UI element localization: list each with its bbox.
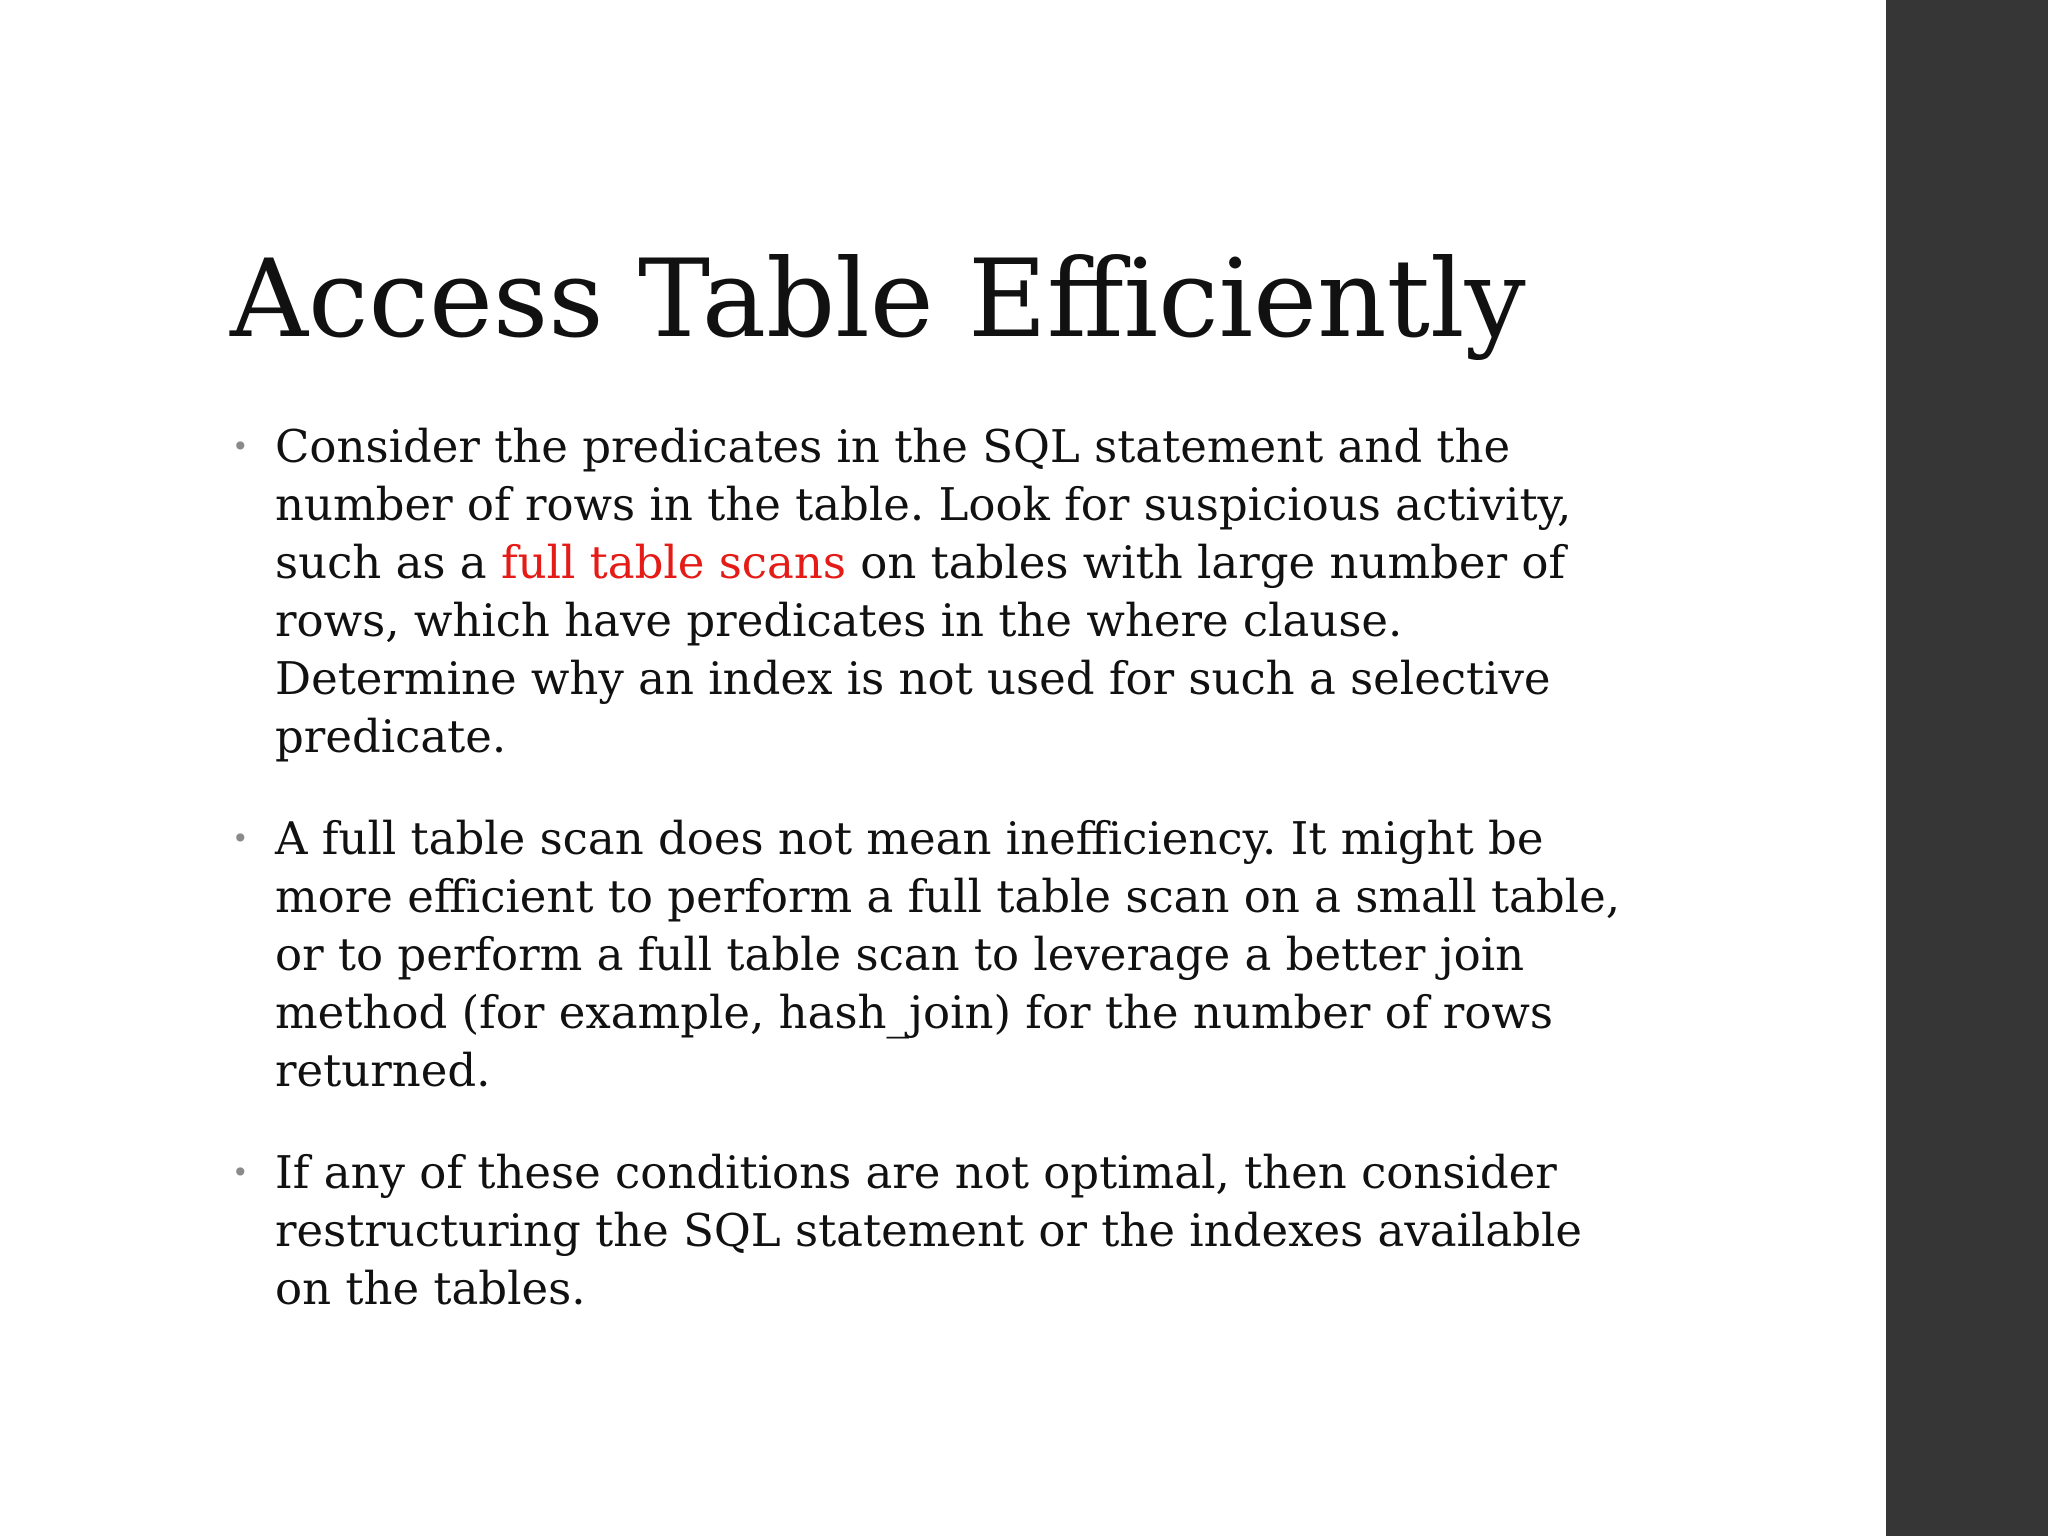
bullet-item-2 bbox=[230, 810, 1650, 1100]
bullet-item-3 bbox=[230, 1144, 1650, 1318]
bullet-dot-icon: • bbox=[232, 1156, 249, 1189]
bullet-text: A full table scan does not mean inefficiency. It might be more efficient to perform a full table scan on a small table, or to perform a full table scan to leverage a better join method (for example, hash_join) for the number of rows returned. bbox=[275, 812, 1621, 1097]
side-bar bbox=[1886, 0, 2048, 1536]
bullet-text-before: Consider the predicates in the SQL statement and the number of rows in the table. Look for suspicious activity, such as a bbox=[275, 420, 1572, 589]
slide-title: Access Table Efficiently bbox=[230, 237, 1526, 362]
bullet-dot-icon: • bbox=[232, 430, 249, 463]
bullet-item-1 bbox=[230, 418, 1650, 766]
bullet-dot-icon: • bbox=[232, 822, 249, 855]
bullet-text: If any of these conditions are not optimal, then consider restructuring the SQL statement or the indexes available on the tables. bbox=[275, 1146, 1583, 1315]
bullet-text-after: on tables with large number of rows, which have predicates in the where clause. Determine why an index is not used for such a selective predicate. bbox=[275, 536, 1566, 763]
bullet-list bbox=[230, 418, 1650, 1362]
bullet-highlight-text: full table scans bbox=[500, 536, 846, 589]
